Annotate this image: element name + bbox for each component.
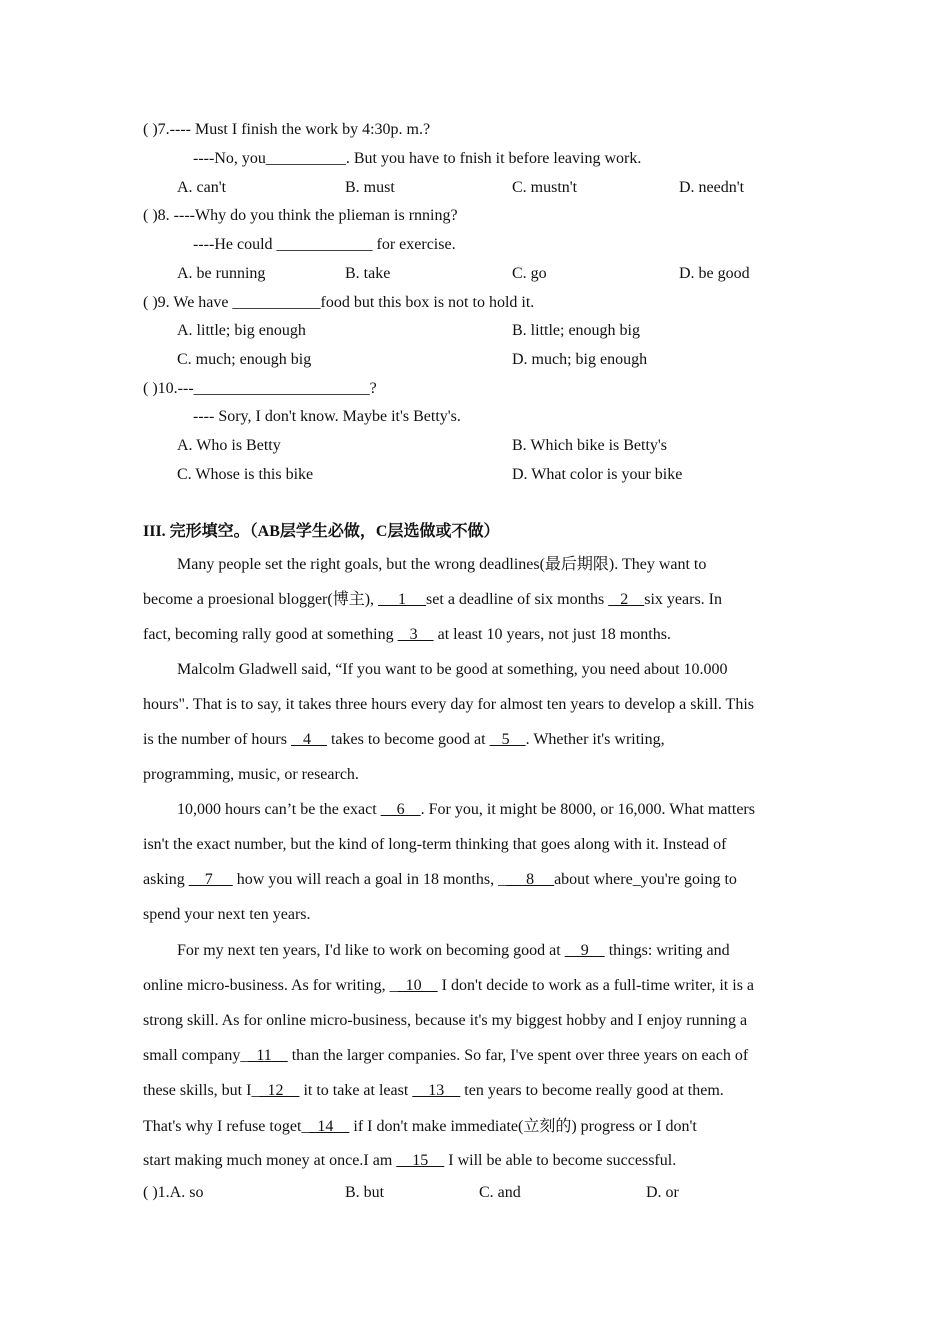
- text-segment: than the larger companies. So far, I've spent over three years on each of: [287, 1047, 749, 1064]
- q9-option-b: B. little; enough big: [512, 322, 640, 339]
- passage-p4-line6: [143, 1117, 697, 1137]
- q8-option-a: A. be running: [177, 265, 266, 282]
- q7-stem: ( )7.---- Must I finish the work by 4:30p. m.?: [143, 121, 431, 138]
- q8-option-c: C. go: [512, 265, 547, 282]
- text-segment: That's why I refuse toget_: [143, 1118, 310, 1135]
- passage-p3-line3: [143, 870, 737, 890]
- text-segment: is the number of hours: [143, 731, 291, 748]
- text-segment: things: writing and: [604, 942, 730, 959]
- q9-option-a: A. little; big enough: [177, 322, 306, 339]
- text-segment: about where_you're going to: [554, 871, 737, 888]
- q9-option-d: D. much; big enough: [512, 351, 648, 368]
- text-segment: start making much money at once.I am: [143, 1152, 397, 1169]
- section-heading: III. 完形填空。（AB层学生必做，C层选做或不做）: [143, 523, 500, 540]
- passage-p4-line3: strong skill. As for online micro-business, because it's my biggest hobby and I enjoy running a: [143, 1012, 748, 1029]
- passage-p4-line5: [143, 1081, 724, 1101]
- q10-option-c: C. Whose is this bike: [177, 466, 314, 483]
- c1-option-d: D. or: [646, 1184, 679, 1201]
- q7-option-a: A. can't: [177, 179, 227, 196]
- passage-p3-line1: [177, 800, 755, 820]
- blank-7: 7: [188, 871, 233, 888]
- q10-option-b: B. Which bike is Betty's: [512, 437, 668, 454]
- q7-option-b: B. must: [345, 179, 395, 196]
- passage-p1-line2: [143, 590, 722, 610]
- q9-option-c: C. much; enough big: [177, 351, 312, 368]
- passage-p2-line4: programming, music, or research.: [143, 766, 359, 783]
- text-segment: takes to become good at: [326, 731, 490, 748]
- q9-stem: ( )9. We have ___________food but this box is not to hold it.: [143, 294, 535, 311]
- passage-p1-line3: [143, 625, 671, 645]
- q8-option-b: B. take: [345, 265, 391, 282]
- blank-15: 15: [396, 1152, 445, 1169]
- q7-option-c: C. mustn't: [512, 179, 578, 196]
- blank-10: 10: [397, 977, 438, 994]
- passage-p4-line4: [143, 1046, 748, 1066]
- text-segment: . For you, it might be 8000, or 16,000. What matters: [420, 801, 755, 818]
- passage-p4-line1: [177, 941, 730, 961]
- blank-9: 9: [564, 942, 605, 959]
- passage-p3-line2: isn't the exact number, but the kind of long-term thinking that goes along with it. Instead of: [143, 836, 727, 853]
- q10-option-d: D. What color is your bike: [512, 466, 683, 483]
- blank-1: 1: [378, 591, 427, 608]
- text-segment: I don't decide to work as a full-time writer, it is a: [437, 977, 755, 994]
- q10-stem: ( )10.---______________________?: [143, 380, 377, 397]
- q8-option-d: D. be good: [679, 265, 750, 282]
- text-segment: at least 10 years, not just 18 months.: [433, 626, 671, 643]
- passage-p2-line1: Malcolm Gladwell said, “If you want to be good at something, you need about 10.000: [177, 661, 728, 678]
- text-segment: For my next ten years, I'd like to work on becoming good at: [177, 942, 565, 959]
- text-segment: how you will reach a goal in 18 months, _: [232, 871, 507, 888]
- passage-p1-line1: Many people set the right goals, but the wrong deadlines(最后期限). They want to: [177, 556, 707, 573]
- c1-stem: ( )1.A. so: [143, 1184, 204, 1201]
- q10-line2: ---- Sory, I don't know. Maybe it's Betty's.: [193, 408, 461, 425]
- text-segment: I will be able to become successful.: [444, 1152, 677, 1169]
- passage-p2-line3: [143, 730, 665, 750]
- text-segment: . Whether it's writing,: [525, 731, 665, 748]
- blank-11: 11: [248, 1047, 288, 1064]
- passage-p2-line2: hours". That is to say, it takes three hours every day for almost ten years to develop a skill. This: [143, 696, 754, 713]
- blank-13: 13: [412, 1082, 461, 1099]
- blank-4: 4: [290, 731, 327, 748]
- blank-12: 12: [259, 1082, 300, 1099]
- text-segment: become a proesional blogger(博主),: [143, 591, 379, 608]
- text-segment: it to take at least: [299, 1082, 413, 1099]
- c1-option-c: C. and: [479, 1184, 521, 1201]
- text-segment: fact, becoming rally good at something: [143, 626, 398, 643]
- text-segment: 10,000 hours can’t be the exact: [177, 801, 381, 818]
- text-segment: online micro-business. As for writing, _: [143, 977, 398, 994]
- passage-p4-line2: [143, 976, 754, 996]
- blank-5: 5: [489, 731, 526, 748]
- text-segment: set a deadline of six months: [426, 591, 609, 608]
- blank-8: 8: [506, 871, 555, 888]
- c1-option-b: B. but: [345, 1184, 385, 1201]
- text-segment: asking: [143, 871, 189, 888]
- q8-stem: ( )8. ----Why do you think the plieman is rnning?: [143, 207, 458, 224]
- q8-line2: ----He could ____________ for exercise.: [193, 236, 456, 253]
- blank-6: 6: [380, 801, 421, 818]
- text-segment: if I don't make immediate(立刻的) progress or I don't: [349, 1118, 697, 1135]
- q7-line2: ----No, you__________. But you have to fnish it before leaving work.: [193, 150, 642, 167]
- text-segment: six years. In: [644, 591, 722, 608]
- blank-3: 3: [397, 626, 434, 643]
- passage-p3-line4: spend your next ten years.: [143, 906, 311, 923]
- text-segment: ten years to become really good at them.: [460, 1082, 724, 1099]
- blank-2: 2: [608, 591, 645, 608]
- q7-option-d: D. needn't: [679, 179, 745, 196]
- passage-p4-line7: [143, 1151, 676, 1171]
- text-segment: small company_: [143, 1047, 249, 1064]
- q10-option-a: A. Who is Betty: [177, 437, 281, 454]
- text-segment: these skills, but I_: [143, 1082, 260, 1099]
- blank-14: 14: [309, 1118, 350, 1135]
